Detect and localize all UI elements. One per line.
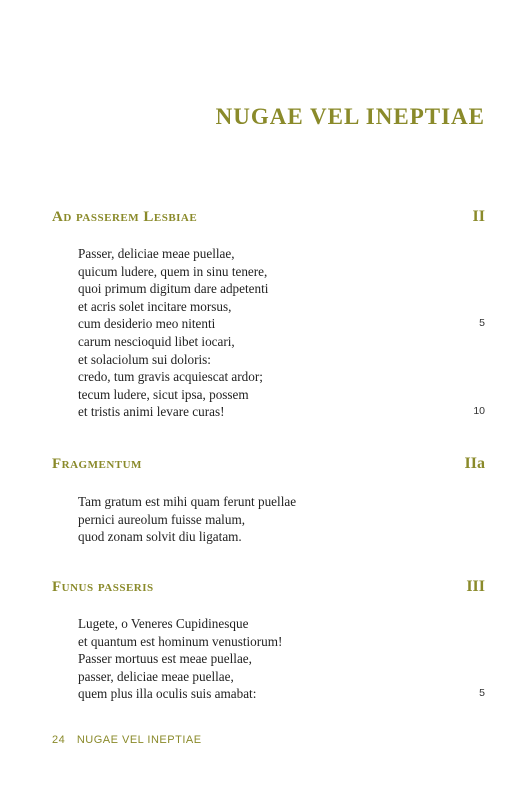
poem-title: Funus passeris <box>52 579 154 595</box>
poem-body-ii <box>78 245 485 421</box>
line-number: 10 <box>473 405 485 418</box>
verse-line: credo, tum gravis acquiescat ardor; <box>78 369 263 385</box>
verse-line: pernici aureolum fuisse malum, <box>78 511 245 527</box>
verse-line: carum nescioquid libet iocari, <box>78 333 235 349</box>
verse-line: Passer, deliciae meae puellae, <box>78 246 235 261</box>
part-title: NUGAE VEL INEPTIAE <box>215 104 485 129</box>
poem-number: IIa <box>464 455 485 472</box>
poem-number: III <box>466 578 485 595</box>
poem-title: Ad passerem Lesbiae <box>52 209 198 225</box>
verse-line: et quantum est hominum venustiorum! <box>78 633 283 649</box>
line-number: 5 <box>479 687 485 700</box>
verse-line: tecum ludere, sicut ipsa, possem <box>78 386 249 402</box>
verse-line: quoi primum digitum dare adpetenti <box>78 281 269 297</box>
verse-line: passer, deliciae meae puellae, <box>78 668 234 684</box>
verse-line: Lugete, o Veneres Cupidinesque <box>78 616 249 631</box>
verse-line: et solaciolum sui doloris: <box>78 351 211 367</box>
verse-line: cum desiderio meo nitenti 5 <box>78 316 485 332</box>
verse-line: quod zonam solvit diu ligatam. <box>78 529 242 545</box>
verse-line: et acris solet incitare morsus, <box>78 298 232 314</box>
running-title: NUGAE VEL INEPTIAE <box>76 734 202 746</box>
poem-number: II <box>472 208 485 225</box>
line-number: 5 <box>479 317 485 330</box>
poem-heading-iii <box>52 578 485 600</box>
poem-heading-ii <box>52 208 485 230</box>
verse-line: et tristis animi levare curas! 10 <box>78 404 485 420</box>
verse-line: quicum ludere, quem in sinu tenere, <box>78 263 268 279</box>
poem-body-iia <box>78 493 485 546</box>
verse-line: quem plus illa oculis suis amabat: 5 <box>78 686 485 702</box>
verse-line: Passer mortuus est meae puellae, <box>78 651 252 667</box>
page-number: 24 <box>52 734 66 746</box>
poem-title: Fragmentum <box>52 456 142 472</box>
verse-line: Tam gratum est mihi quam ferunt puellae <box>78 494 297 509</box>
page-footer <box>52 734 202 746</box>
poem-body-iii <box>78 615 485 703</box>
poem-heading-iia <box>52 455 485 477</box>
